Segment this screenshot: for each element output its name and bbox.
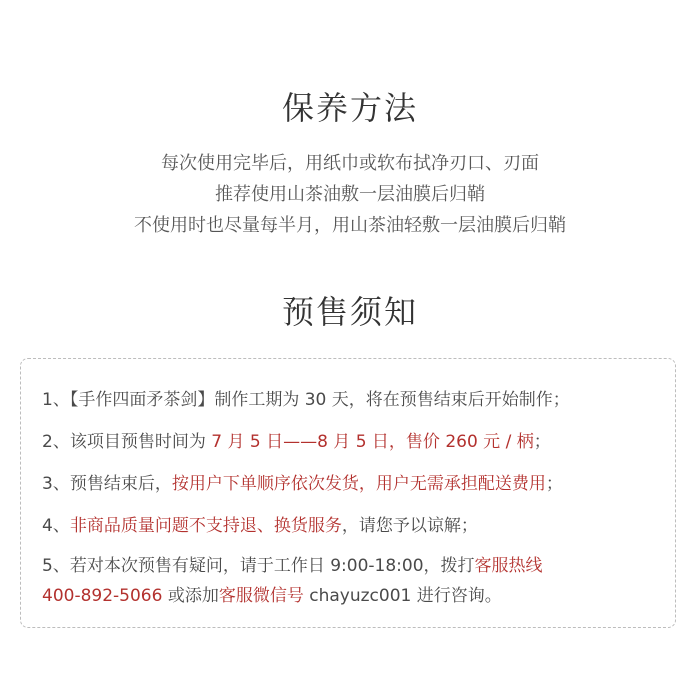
presale-period-price: 7 月 5 日——8 月 5 日，售价 260 元 / 柄 bbox=[211, 432, 534, 452]
notice-item-2-suffix: ； bbox=[533, 432, 551, 452]
wechat-id: chayuzc001 bbox=[303, 586, 412, 606]
notice-item-3-suffix: ； bbox=[545, 474, 563, 494]
care-line-3: 不使用时也尽量每半月，用山茶油轻敷一层油膜后归鞘 bbox=[134, 215, 566, 236]
notice-title: 预售须知 bbox=[281, 293, 418, 331]
care-title: 保养方法 bbox=[281, 89, 418, 127]
notice-item-3-prefix: 3、预售结束后， bbox=[42, 474, 172, 494]
shipping-policy: 按用户下单顺序依次发货，用户无需承担配送费用 bbox=[171, 474, 546, 494]
notice-item-4-prefix: 4、 bbox=[42, 516, 70, 536]
notice-item-1 bbox=[42, 385, 570, 410]
care-line-1: 每次使用完毕后，用纸巾或软布拭净刃口、刃面 bbox=[161, 153, 539, 174]
wechat-label: 客服微信号 bbox=[218, 586, 304, 606]
notice-item-1-text: 1、【手作四面矛茶剑】制作工期为 30 天，将在预售结束后开始制作； bbox=[42, 390, 570, 410]
notice-item-2 bbox=[42, 427, 551, 452]
notice-item-5-suffix: 进行咨询。 bbox=[411, 586, 502, 606]
return-policy: 非商品质量问题不支持退、换货服务 bbox=[69, 516, 342, 536]
notice-item-2-prefix: 2、该项目预售时间为 bbox=[42, 432, 212, 452]
hotline-label: 客服热线 bbox=[474, 556, 543, 576]
notice-box bbox=[20, 358, 676, 628]
notice-item-3 bbox=[42, 469, 563, 494]
care-line-2: 推荐使用山茶油敷一层油膜后归鞘 bbox=[215, 184, 485, 205]
notice-item-4 bbox=[42, 511, 478, 536]
notice-item-5 bbox=[42, 551, 543, 576]
notice-item-5-middle: 或添加 bbox=[162, 586, 219, 606]
notice-item-5-prefix: 5、若对本次预售有疑问，请于工作日 9:00-18:00，拨打 bbox=[42, 556, 475, 576]
care-instructions bbox=[0, 148, 700, 241]
notice-item-5-continued bbox=[42, 581, 502, 606]
hotline-phone: 400-892-5066 bbox=[42, 586, 163, 606]
notice-item-4-suffix: ，请您予以谅解； bbox=[341, 516, 478, 536]
